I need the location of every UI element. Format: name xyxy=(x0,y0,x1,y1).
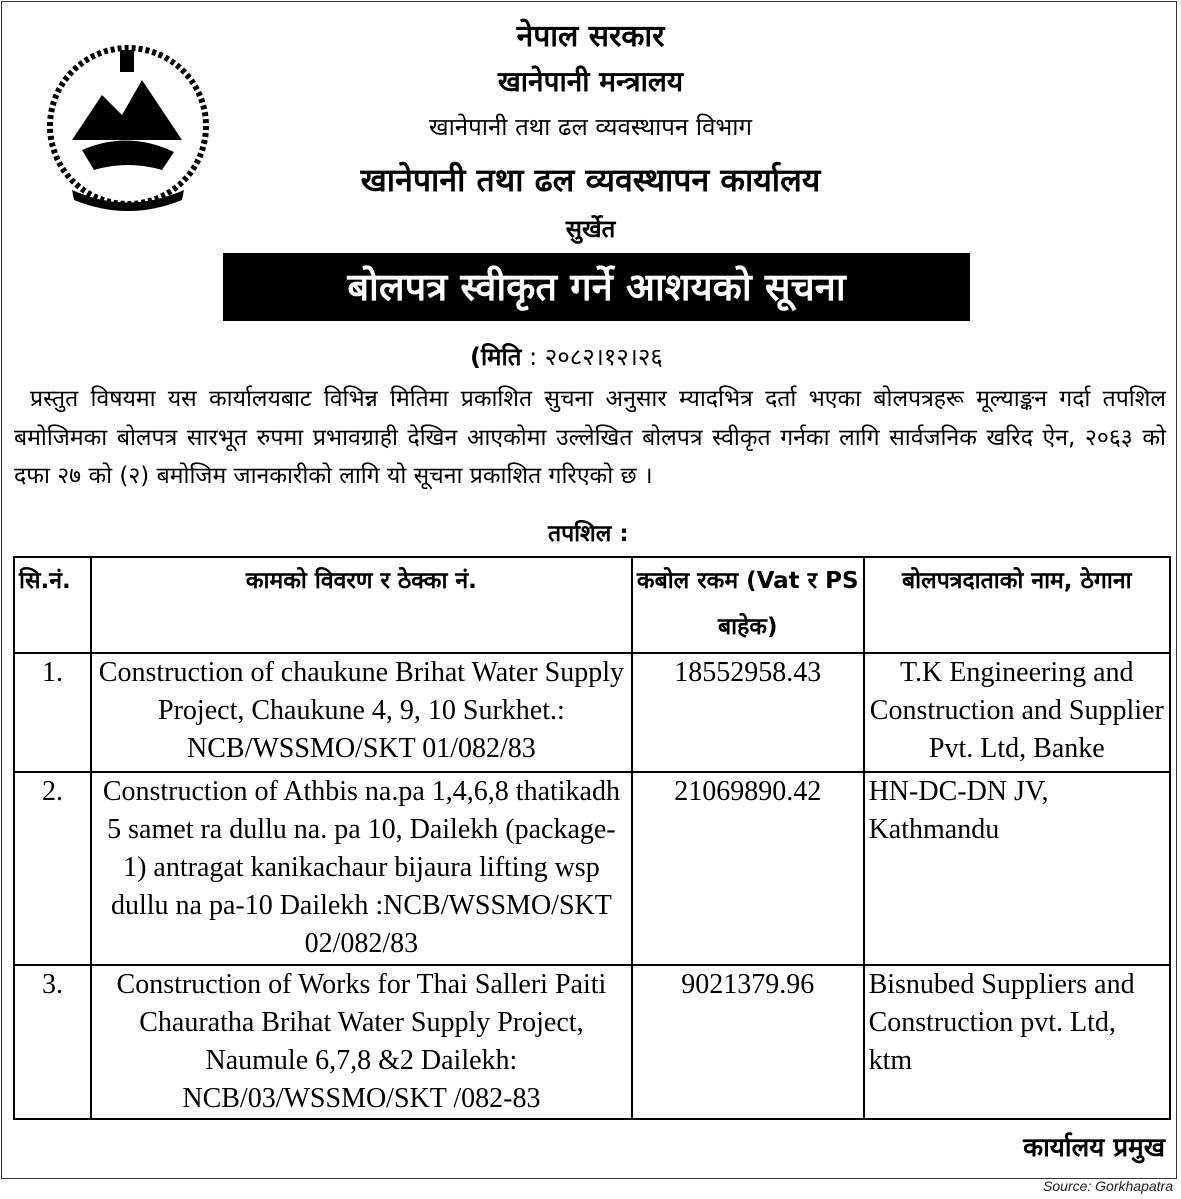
table-row xyxy=(14,772,1170,965)
header-sn: सि.नं. xyxy=(14,557,91,653)
notice-body: प्रस्तुत विषयमा यस कार्यालयबाट विभिन्न मितिमा प्रकाशित सुचना अनुसार म्यादभित्र दर्ता भएका बोलपत्रहरू मूल्याङ्कन गर्दा तपशिल बमोजिमका बोलपत्र सारभूत रुपमा प्रभावग्राही देखिन आएकोमा उल्लेखित बोलपत्र स्वीकृत गर्नका लागि सार्वजनिक खरिद ऐन, २०६३ को दफा २७ को (२) बमोजिम जानकारीको लागि यो सूचना प्रकाशित गरिएको छ । xyxy=(14,386,1166,489)
details-label: तपशिल : xyxy=(548,521,629,547)
row-description: Construction of Works for Thai Salleri Paiti Chauratha Brihat Water Supply Project, Naumule 6,7,8 &2 Dailekh: NCB/03/WSSMO/SKT /082-83 xyxy=(91,965,632,1119)
header-bidder: बोलपत्रदाताको नाम, ठेगाना xyxy=(864,557,1170,653)
row-amount: 9021379.96 xyxy=(632,965,864,1119)
header-amount: कबोल रकम (Vat र PS बाहेक) xyxy=(632,557,864,653)
row-amount: 18552958.43 xyxy=(632,653,864,772)
department-name: खानेपानी तथा ढल व्यवस्थापन विभाग xyxy=(428,113,753,141)
date-value: : २०८२।१२।२६ xyxy=(529,343,663,371)
bid-table xyxy=(13,556,1171,1120)
row-description: Construction of chaukune Brihat Water Supply Project, Chaukune 4, 9, 10 Surkhet.: NCB/WSSMO/SKT 01/082/83 xyxy=(91,653,632,772)
row-bidder: Bisnubed Suppliers and Construction pvt. Ltd, ktm xyxy=(864,965,1170,1119)
date-label: (मिति xyxy=(470,343,522,371)
notice-title: बोलपत्र स्वीकृत गर्ने आशयको सूचना xyxy=(223,253,970,321)
row-bidder: T.K Engineering and Construction and Supplier Pvt. Ltd, Banke xyxy=(864,653,1170,772)
row-amount: 21069890.42 xyxy=(632,772,864,965)
row-sn: 1. xyxy=(14,653,91,772)
header-description: कामको विवरण र ठेक्का नं. xyxy=(91,557,632,653)
office-name: खानेपानी तथा ढल व्यवस्थापन कार्यालय xyxy=(360,161,821,199)
ministry-name: खानेपानी मन्त्रालय xyxy=(497,65,684,98)
row-sn: 3. xyxy=(14,965,91,1119)
signature-office-chief: कार्यालय प्रमुख xyxy=(1023,1133,1165,1163)
row-bidder: HN-DC-DN JV, Kathmandu xyxy=(864,772,1170,965)
row-sn: 2. xyxy=(14,772,91,965)
notice-date xyxy=(470,340,663,373)
row-description: Construction of Athbis na.pa 1,4,6,8 thatikadh 5 samet ra dullu na. pa 10, Dailekh (package-1) antragat kanikachaur bijaura lifting wsp dullu na pa-10 Dailekh :NCB/WSSMO/SKT 02/082/83 xyxy=(91,772,632,965)
table-row xyxy=(14,653,1170,772)
government-name: नेपाल सरकार xyxy=(516,19,665,54)
table-header-row xyxy=(14,557,1170,653)
source-credit: Source: Gorkhapatra xyxy=(1043,1178,1173,1194)
table-row xyxy=(14,965,1170,1119)
office-location: सुर्खेत xyxy=(565,215,616,243)
